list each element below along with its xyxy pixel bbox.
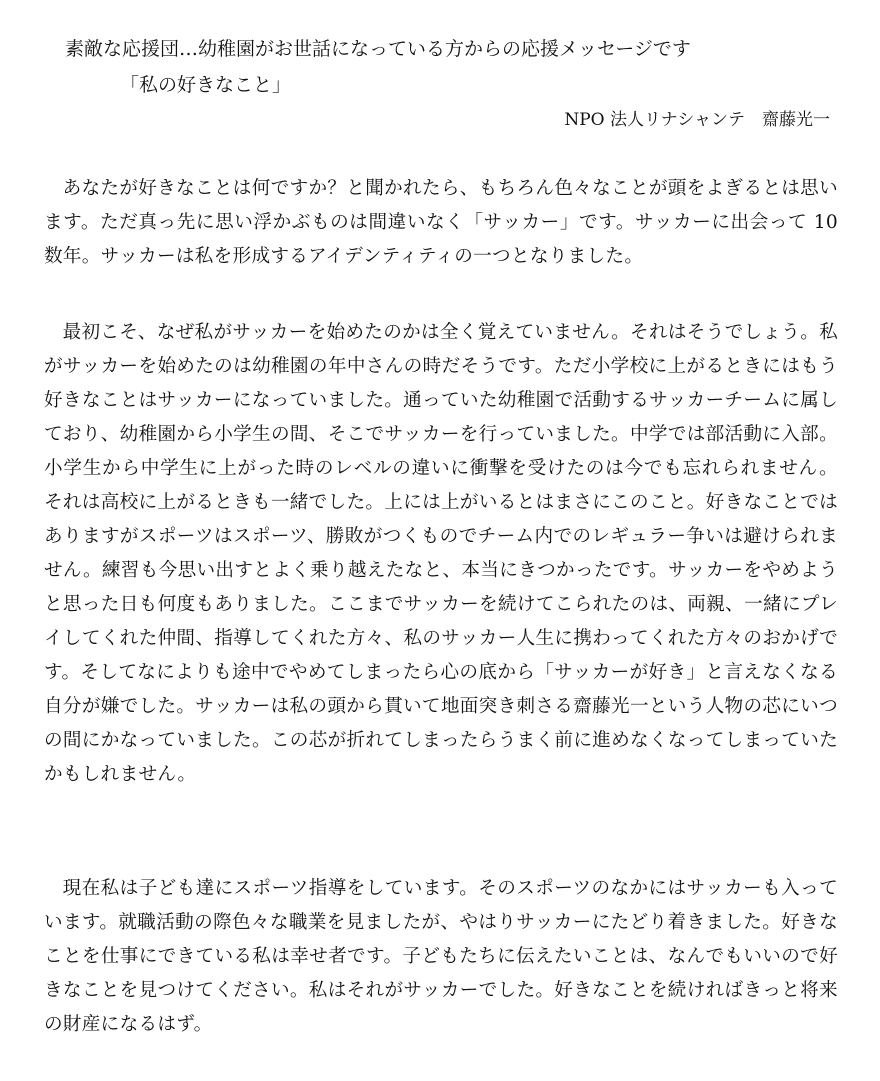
author-line: NPO 法人リナシャンテ 齋藤光一 (564, 110, 830, 130)
paragraph-3: 現在私は子ども達にスポーツ指導をしています。そのスポーツのなかにはサッカーも入っています。就職活動の際色々な職業を見ましたが、やはりサッカーにたどり着きました。好きなことを仕事にできている私は幸せ者です。子どもたちに伝えたいことは、なんでもいいので好きなことを見つけてください。私はそれがサッカーでした。好きなことを続ければきっと将来の財産になるはず。 (44, 878, 838, 1035)
document-title: 「私の好きなこと」 (120, 74, 292, 96)
intro-line: 素敵な応援団…幼稚園がお世話になっている方からの応援メッセージです (65, 38, 691, 60)
paragraph-1: あなたが好きなことは何ですか？と聞かれたら、もちろん色々なことが頭をよぎるとは思います。ただ真っ先に思い浮かぶものは間違いなく「サッカー」です。サッカーに出会って 10 数年。サッカーは私を形成するアイデンティティの一つとなりました。 (44, 178, 838, 267)
paragraph-2: 最初こそ、なぜ私がサッカーを始めたのかは全く覚えていません。それはそうでしょう。私がサッカーを始めたのは幼稚園の年中さんの時だそうです。ただ小学校に上がるときにはもう好きなことはサッカーになっていました。通っていた幼稚園で活動するサッカーチームに属しており、幼稚園から小学生の間、そこでサッカーを行っていました。中学では部活動に入部。小学生から中学生に上がった時のレベルの違いに衝撃を受けたのは今でも忘れられません。それは高校に上がるときも一緒でした。上には上がいるとはまさにこのこと。好きなことではありますがスポーツはスポーツ、勝敗がつくものでチーム内でのレギュラー争いは避けられません。練習も今思い出すとよく乗り越えたなと、本当にきつかったです。サッカーをやめようと思った日も何度もありました。ここまでサッカーを続けてこられたのは、両親、一緒にプレイしてくれた仲間、指導してくれた方々、私のサッカー人生に携わってくれた方々のおかげです。そしてなによりも途中でやめてしまったら心の底から「サッカーが好き」と言えなくなる自分が嫌でした。サッカーは私の頭から貫いて地面突き刺さる齋藤光一という人物の芯にいつの間にかなっていました。この芯が折れてしまったらうまく前に進めなくなってしまっていたかもしれません。 (44, 322, 838, 785)
